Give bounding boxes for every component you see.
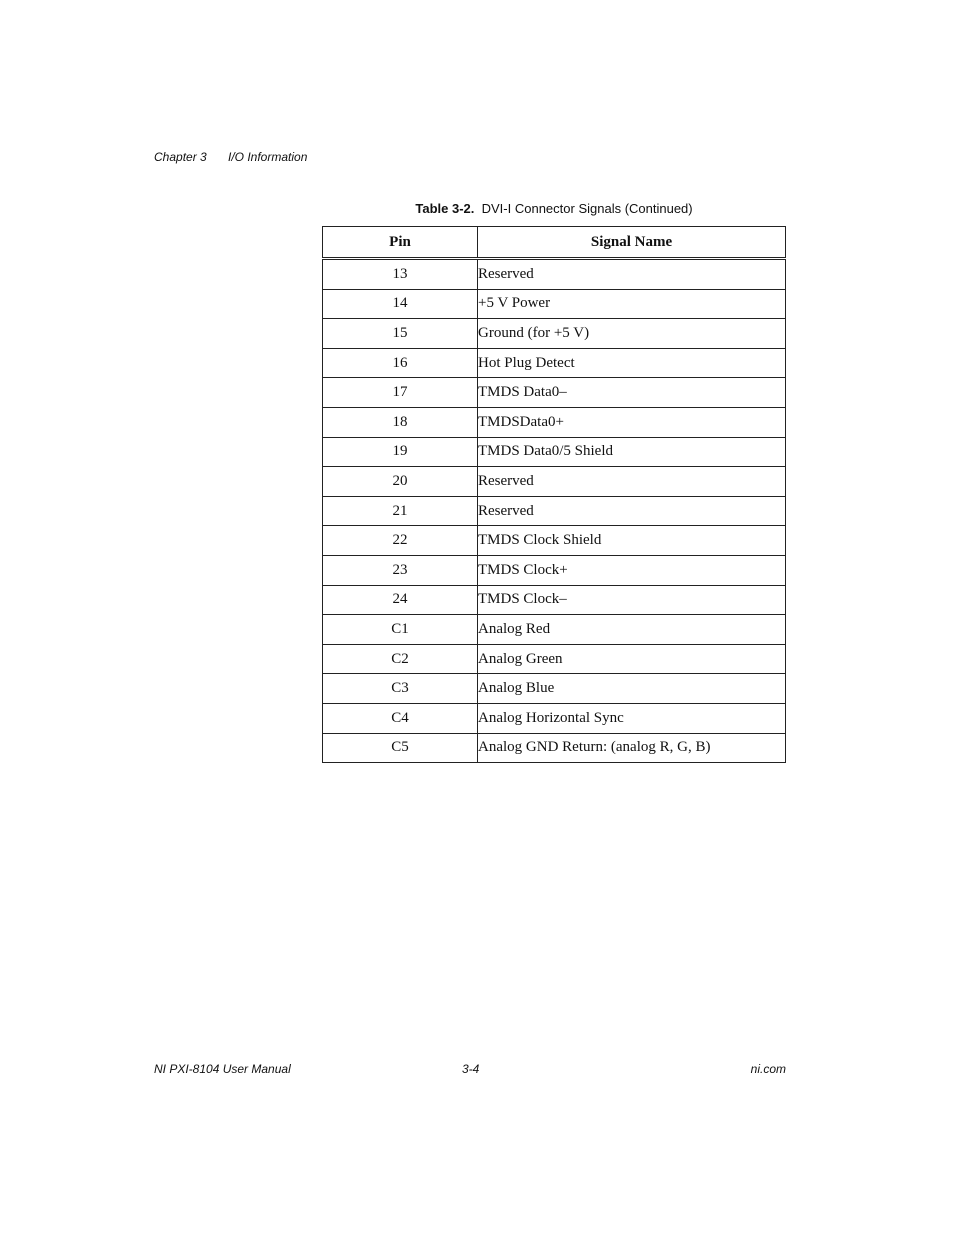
signal-name-cell: TMDSData0+ (478, 407, 786, 437)
signal-name-cell: Analog GND Return: (analog R, G, B) (478, 733, 786, 763)
table-row (323, 555, 786, 585)
signal-name-cell: TMDS Data0/5 Shield (478, 437, 786, 467)
table-row (323, 289, 786, 319)
pin-cell: C5 (323, 733, 478, 763)
signals-table (322, 226, 786, 763)
footer-page-number: 3-4 (462, 1062, 480, 1076)
table-row (323, 496, 786, 526)
pin-cell: 23 (323, 555, 478, 585)
pin-cell: 22 (323, 526, 478, 556)
signal-name-cell: TMDS Clock– (478, 585, 786, 615)
footer-site: ni.com (750, 1062, 786, 1076)
signal-name-cell: Analog Red (478, 615, 786, 645)
table-row (323, 378, 786, 408)
table-row (323, 733, 786, 763)
signal-name-cell: Reserved (478, 467, 786, 497)
table-row (323, 526, 786, 556)
pin-cell: 24 (323, 585, 478, 615)
column-header-signal-name: Signal Name (478, 227, 786, 259)
signal-name-cell: +5 V Power (478, 289, 786, 319)
table-row (323, 585, 786, 615)
signal-name-cell: Ground (for +5 V) (478, 319, 786, 349)
signal-name-cell: Reserved (478, 496, 786, 526)
table-header-row (323, 227, 786, 259)
table-row (323, 319, 786, 349)
table-row (323, 348, 786, 378)
table-caption-label: Table 3-2. (415, 201, 475, 216)
table-row (323, 259, 786, 290)
signal-name-cell: Hot Plug Detect (478, 348, 786, 378)
pin-cell: 17 (323, 378, 478, 408)
footer-manual-title: NI PXI-8104 User Manual (154, 1062, 291, 1076)
table-row (323, 674, 786, 704)
pin-cell: C4 (323, 703, 478, 733)
column-header-pin: Pin (323, 227, 478, 259)
table-row (323, 703, 786, 733)
table-row (323, 437, 786, 467)
table-row (323, 467, 786, 497)
pin-cell: 13 (323, 259, 478, 290)
header-chapter: Chapter 3 (154, 150, 207, 164)
signal-name-cell: Analog Horizontal Sync (478, 703, 786, 733)
pin-cell: 18 (323, 407, 478, 437)
pin-cell: 20 (323, 467, 478, 497)
signal-name-cell: TMDS Clock Shield (478, 526, 786, 556)
pin-cell: C2 (323, 644, 478, 674)
signal-name-cell: TMDS Data0– (478, 378, 786, 408)
table-caption-title: DVI-I Connector Signals (Continued) (481, 201, 693, 216)
pin-cell: 19 (323, 437, 478, 467)
table-body (323, 259, 786, 763)
table-row (323, 615, 786, 645)
signal-name-cell: Analog Green (478, 644, 786, 674)
signal-name-cell: Analog Blue (478, 674, 786, 704)
pin-cell: C3 (323, 674, 478, 704)
pin-cell: 14 (323, 289, 478, 319)
table-row (323, 407, 786, 437)
pin-cell: C1 (323, 615, 478, 645)
table-caption (322, 201, 786, 216)
pin-cell: 16 (323, 348, 478, 378)
header-section: I/O Information (228, 150, 308, 164)
signal-name-cell: Reserved (478, 259, 786, 290)
pin-cell: 21 (323, 496, 478, 526)
signal-name-cell: TMDS Clock+ (478, 555, 786, 585)
table-row (323, 644, 786, 674)
pin-cell: 15 (323, 319, 478, 349)
